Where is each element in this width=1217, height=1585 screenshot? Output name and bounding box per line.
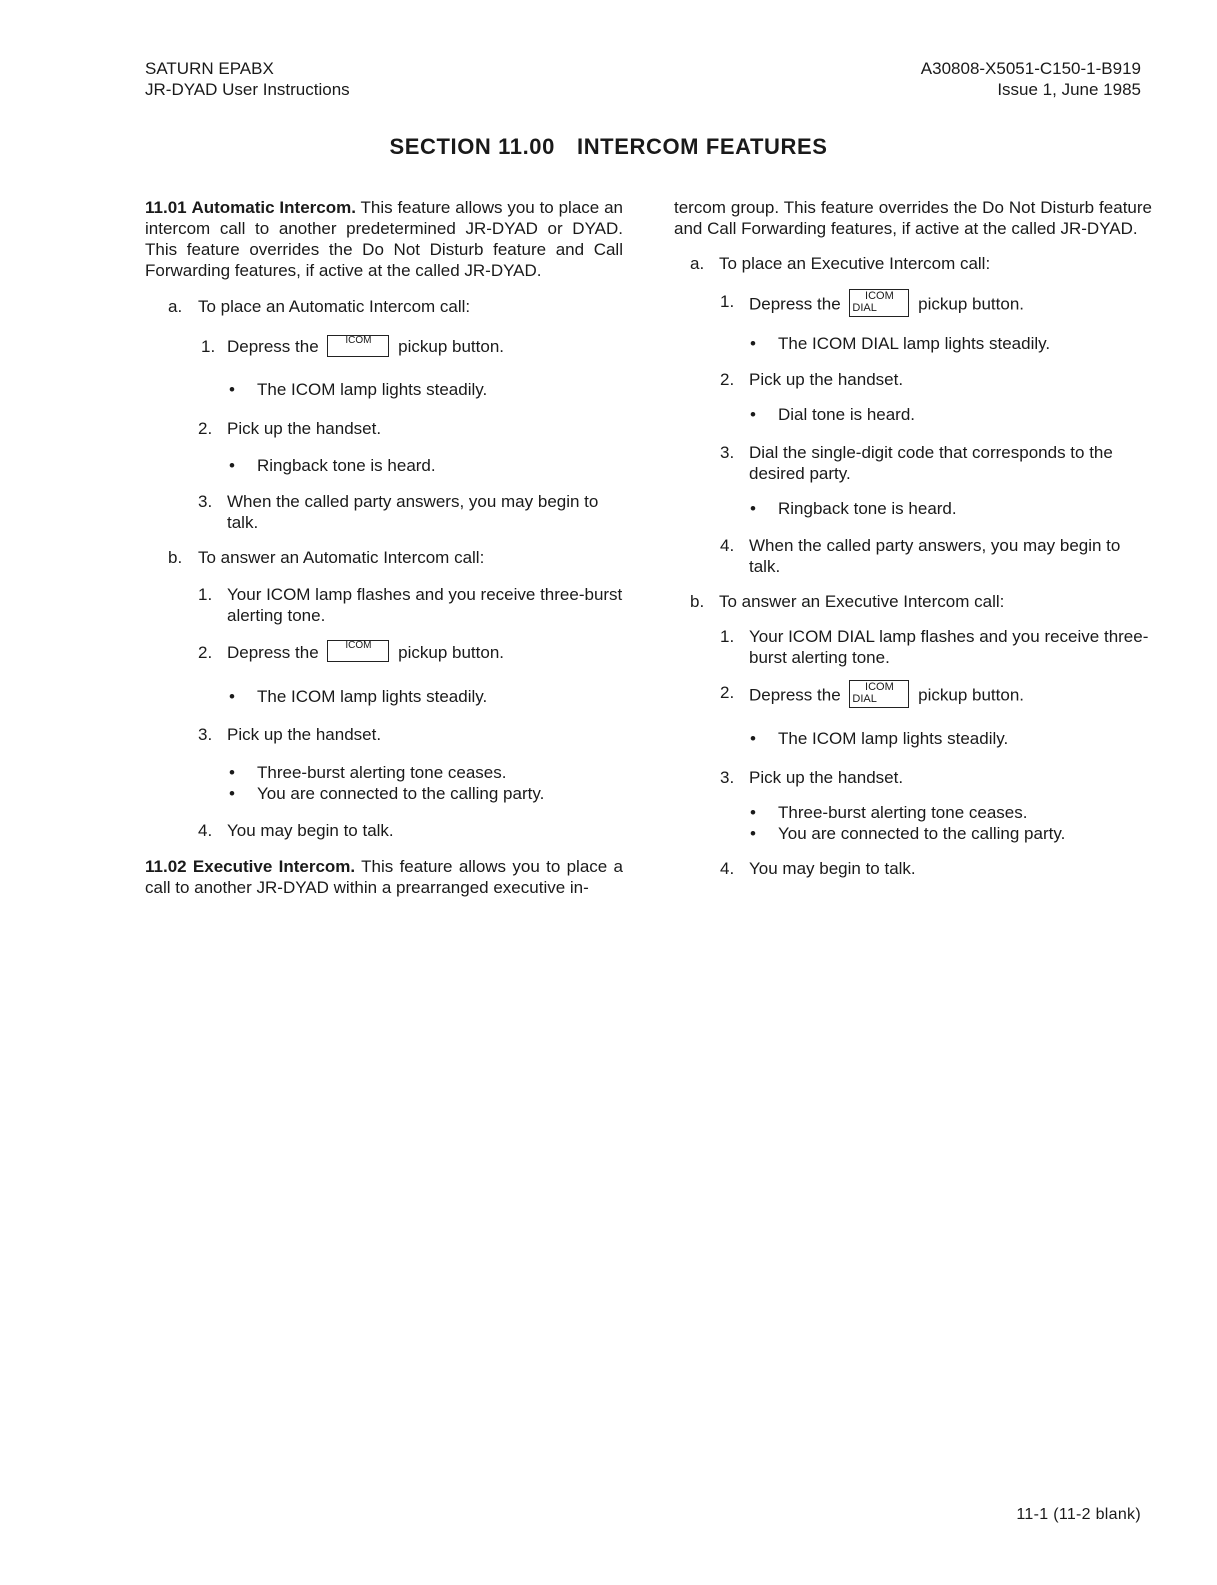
exec-step-a2-number: 2. — [720, 370, 735, 389]
exec-step-b3-text: Pick up the handset. — [749, 768, 904, 787]
step-b4-number: 4. — [198, 821, 213, 841]
step-a3-text: When the called party answers, you may begin to talk. — [227, 491, 599, 532]
icom-dial-key-icon — [849, 680, 909, 708]
bullet-icon: • — [750, 405, 756, 424]
step-b3-bullet-2-text: You are connected to the calling party. — [257, 784, 545, 804]
exec-step-a4-number: 4. — [720, 536, 735, 555]
exec-step-a1-number: 1. — [720, 292, 735, 311]
exec-step-b4 — [674, 858, 1152, 879]
document-number: A30808-X5051-C150-1-B919 — [920, 59, 1141, 78]
step-b3-bullet-1-text: Three-burst alerting tone ceases. — [257, 763, 507, 783]
para-11-02-heading: Executive Intercom. — [192, 857, 356, 877]
step-b3-bullet-2 — [145, 783, 623, 804]
left-column — [145, 197, 623, 898]
exec-step-b2-bullet-text: The ICOM lamp lights steadily. — [778, 729, 1009, 748]
step-b2-number: 2. — [198, 642, 213, 662]
step-b3-bullet-1 — [145, 762, 623, 783]
icom-dial-key-bottom: DIAL — [852, 302, 877, 314]
section-name: INTERCOM FEATURES — [576, 134, 828, 159]
para-11-01 — [145, 197, 623, 281]
icom-dial-key-bottom: DIAL — [852, 693, 877, 705]
exec-step-b1-text: Your ICOM DIAL lamp flashes and you receive three-burst alerting tone. — [749, 627, 1149, 667]
exec-step-b1 — [674, 626, 1152, 668]
step-a1-number: 1. — [201, 337, 216, 356]
exec-step-b3-bullet-2-text: You are connected to the calling party. — [778, 824, 1066, 843]
step-b2-bullet-text: The ICOM lamp lights steadily. — [257, 687, 488, 707]
document-header-left — [145, 58, 350, 100]
exec-step-b — [674, 591, 1152, 612]
exec-step-b2-pre: Depress the — [749, 685, 841, 705]
exec-step-a1-post: pickup button. — [918, 294, 1024, 314]
step-b3-number: 3. — [198, 725, 213, 745]
issue-date: Issue 1, June 1985 — [997, 80, 1141, 99]
step-a2 — [145, 418, 623, 439]
bullet-icon: • — [750, 334, 756, 353]
exec-step-a4-text: When the called party answers, you may begin to talk. — [749, 536, 1121, 576]
exec-step-a3-bullet-text: Ringback tone is heard. — [778, 499, 957, 518]
exec-step-a — [674, 253, 1152, 274]
para-11-01-number: 11.01 — [145, 198, 187, 217]
step-a1-pre: Depress the — [227, 337, 319, 356]
step-b1 — [145, 584, 623, 626]
bullet-icon: • — [229, 455, 235, 475]
document-title: JR-DYAD User Instructions — [145, 80, 350, 99]
step-b4-text: You may begin to talk. — [227, 821, 394, 841]
exec-step-b3 — [674, 767, 1152, 788]
right-column — [674, 197, 1152, 879]
para-11-02-number: 11.02 — [145, 857, 187, 877]
step-a3 — [145, 491, 623, 533]
bullet-icon: • — [229, 784, 235, 804]
document-header-right — [921, 58, 1141, 100]
step-b-label: b. — [168, 547, 183, 567]
bullet-icon: • — [750, 803, 756, 822]
exec-step-a4 — [674, 535, 1152, 577]
exec-step-a3 — [674, 442, 1152, 484]
step-a1-bullet — [145, 379, 623, 400]
step-a-text: To place an Automatic Intercom call: — [198, 297, 471, 316]
step-a2-number: 2. — [198, 418, 213, 438]
exec-step-a3-text: Dial the single-digit code that corresponds to the desired party. — [749, 443, 1113, 483]
icom-dial-key-top: ICOM — [865, 681, 894, 693]
bullet-icon: • — [229, 379, 235, 399]
bullet-icon: • — [750, 499, 756, 518]
exec-step-a2-text: Pick up the handset. — [749, 370, 904, 389]
para-11-02-continued: tercom group. This feature overrides the Do Not Disturb feature and Call Forwarding features, if active at the called JR-DYAD. — [674, 198, 1152, 238]
exec-step-b3-bullet-2 — [674, 823, 1152, 844]
step-a3-number: 3. — [198, 491, 213, 511]
bullet-icon: • — [750, 729, 756, 748]
icom-key-label: ICOM — [345, 334, 372, 346]
step-a2-bullet-text: Ringback tone is heard. — [257, 455, 436, 475]
step-b2-post: pickup button. — [398, 642, 504, 662]
exec-step-b1-number: 1. — [720, 627, 735, 646]
icom-dial-key-top: ICOM — [865, 290, 894, 302]
step-b2 — [145, 642, 623, 665]
step-b3 — [145, 724, 623, 745]
exec-step-a1-bullet-text: The ICOM DIAL lamp lights steadily. — [778, 334, 1051, 353]
exec-step-b4-text: You may begin to talk. — [749, 859, 916, 878]
exec-step-b3-bullet-1 — [674, 802, 1152, 823]
step-a1-post: pickup button. — [398, 337, 504, 356]
exec-step-b2-post: pickup button. — [918, 685, 1024, 705]
step-b-text: To answer an Automatic Intercom call: — [198, 547, 485, 567]
step-a — [145, 296, 623, 317]
exec-step-b3-bullet-1-text: Three-burst alerting tone ceases. — [778, 803, 1028, 822]
exec-step-b3-number: 3. — [720, 768, 735, 787]
exec-step-a2-bullet — [674, 404, 1152, 425]
section-number: SECTION 11.00 — [389, 134, 555, 159]
section-title — [0, 134, 1217, 160]
step-b4 — [145, 820, 623, 841]
step-b — [145, 547, 623, 568]
icom-dial-key-icon — [849, 289, 909, 317]
exec-step-a3-bullet — [674, 498, 1152, 519]
icom-key-icon — [327, 640, 389, 662]
exec-step-b4-number: 4. — [720, 859, 735, 878]
step-b2-bullet — [145, 686, 623, 707]
exec-step-a2 — [674, 369, 1152, 390]
step-b3-text: Pick up the handset. — [227, 725, 382, 745]
exec-step-b2-bullet — [674, 728, 1152, 749]
exec-step-b2-number: 2. — [720, 683, 735, 702]
exec-step-b-text: To answer an Executive Intercom call: — [719, 592, 1005, 611]
icom-key-icon — [327, 335, 389, 357]
exec-step-a1-pre: Depress the — [749, 294, 841, 314]
step-b1-number: 1. — [198, 584, 213, 604]
para-11-01-body: This feature allows you to place an intercom call to another predetermined JR-DYAD or DYAD. This feature overrides the Do Not Disturb feature and Call Forwarding features, if active at the called JR-DYAD. — [145, 198, 623, 280]
product-name: SATURN EPABX — [145, 59, 274, 78]
step-b1-text: Your ICOM lamp flashes and you receive three-burst alerting tone. — [227, 584, 623, 625]
exec-step-a-text: To place an Executive Intercom call: — [719, 254, 991, 273]
exec-step-a-label: a. — [690, 254, 705, 273]
icom-key-label: ICOM — [345, 640, 372, 652]
step-a2-text: Pick up the handset. — [227, 418, 382, 438]
exec-step-a1 — [674, 291, 1152, 319]
exec-step-b-label: b. — [690, 592, 705, 611]
exec-step-a3-number: 3. — [720, 443, 735, 462]
para-11-02 — [145, 856, 623, 898]
exec-step-b2 — [674, 682, 1152, 710]
step-a2-bullet — [145, 455, 623, 476]
bullet-icon: • — [229, 687, 235, 707]
step-a-label: a. — [168, 297, 183, 316]
bullet-icon: • — [229, 763, 235, 783]
step-b2-pre: Depress the — [227, 642, 319, 662]
step-a1-bullet-text: The ICOM lamp lights steadily. — [257, 379, 488, 399]
exec-step-a2-bullet-text: Dial tone is heard. — [778, 405, 916, 424]
step-a1 — [145, 336, 623, 359]
page-number: 11-1 (11-2 blank) — [1016, 1506, 1141, 1523]
bullet-icon: • — [750, 824, 756, 843]
para-11-01-heading: Automatic Intercom. — [191, 198, 356, 217]
para-11-02-body-start: This feature allows you to place a call to another JR-DYAD within a prearranged executive in- — [145, 857, 623, 898]
exec-step-a1-bullet — [674, 333, 1152, 354]
